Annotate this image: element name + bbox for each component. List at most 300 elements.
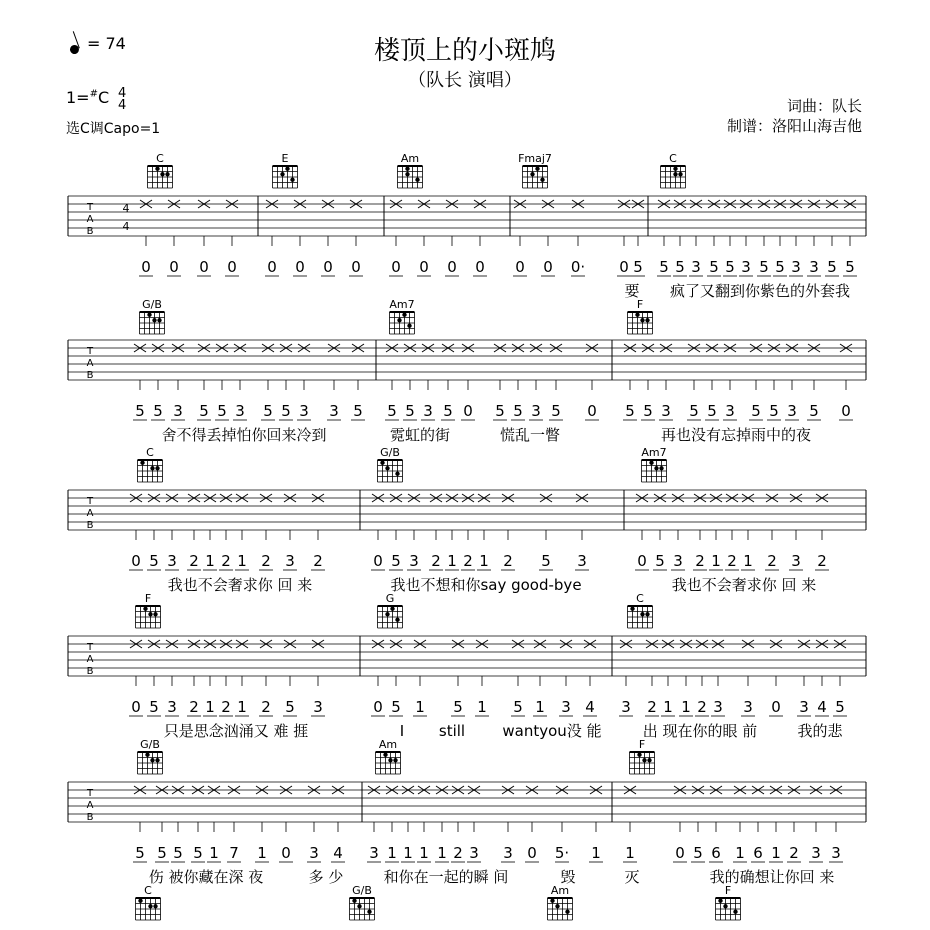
numbered-note: 0 — [373, 552, 383, 570]
chord-diagram-31 — [378, 592, 403, 628]
numbered-note: 5 — [199, 402, 209, 420]
numbered-note: 5 — [391, 698, 401, 716]
numbered-note: 3 — [313, 698, 323, 716]
numbered-note: 3 — [799, 698, 809, 716]
numbered-note: 5 — [551, 402, 561, 420]
tempo-value: = 74 — [87, 34, 126, 53]
chord-name: C — [144, 884, 152, 897]
numbered-note: 6 — [753, 844, 763, 862]
numbered-note: 2 — [453, 844, 463, 862]
chord-finger-dot — [565, 910, 569, 914]
chord-finger-dot — [140, 461, 144, 465]
chord-finger-dot — [143, 607, 147, 611]
chord-finger-dot — [555, 904, 559, 908]
numbered-note: 5 — [149, 552, 159, 570]
numbered-note: 5 — [193, 844, 203, 862]
numbered-note: 0 — [475, 258, 485, 276]
chord-diagram-53 — [716, 884, 741, 920]
numbered-note: 3 — [791, 552, 801, 570]
numbered-note: 3 — [621, 698, 631, 716]
time-signature-bottom: 4 — [118, 98, 127, 113]
chord-finger-dot — [645, 318, 649, 322]
numbered-note: 5 — [391, 552, 401, 570]
chord-name: Am — [550, 884, 570, 897]
numbered-note: 0 — [463, 402, 473, 420]
chord-finger-dot — [290, 178, 294, 182]
chord-finger-dot — [407, 324, 411, 328]
chord-diagram-20 — [138, 446, 163, 482]
numbered-note: 0 — [131, 698, 141, 716]
chord-finger-dot — [393, 758, 397, 762]
chord-finger-dot — [148, 612, 152, 616]
chord-name: G/B — [380, 446, 400, 459]
numbered-note: 0 — [199, 258, 209, 276]
chord-finger-dot — [155, 466, 159, 470]
numbered-note: 0 — [637, 552, 647, 570]
numbered-note: 1 — [625, 844, 635, 862]
numbered-note: 5 — [387, 402, 397, 420]
numbered-note: 1 — [419, 844, 429, 862]
chord-diagram-42 — [630, 738, 655, 774]
numbered-note: 5 — [217, 402, 227, 420]
numbered-note: 3 — [309, 844, 319, 862]
numbered-note: 5 — [453, 698, 463, 716]
numbered-note: 3 — [809, 258, 819, 276]
numbered-note: 2 — [647, 698, 657, 716]
chord-name: Am — [378, 738, 398, 751]
numbered-note: 3 — [743, 698, 753, 716]
numbered-note: 0 — [351, 258, 361, 276]
tab-time-signature-bottom: 4 — [122, 220, 130, 233]
key-sharp: # — [89, 88, 98, 100]
numbered-note: 2 — [503, 552, 513, 570]
chord-finger-dot — [535, 167, 539, 171]
chord-finger-dot — [138, 899, 142, 903]
chord-finger-dot — [155, 167, 159, 171]
chord-finger-dot — [673, 172, 677, 176]
chord-finger-dot — [649, 461, 653, 465]
numbered-note: 5 — [495, 402, 505, 420]
chord-name: G/B — [142, 298, 162, 311]
chord-name: G/B — [352, 884, 372, 897]
chord-diagram-41 — [376, 738, 401, 774]
tab-label-b: B — [86, 812, 94, 823]
numbered-note: 2 — [431, 552, 441, 570]
chord-finger-dot — [405, 167, 409, 171]
numbered-note: 3 — [791, 258, 801, 276]
numbered-note: 3 — [503, 844, 513, 862]
lyric-text: I — [399, 722, 405, 740]
numbered-note: 5 — [157, 844, 167, 862]
numbered-note: 5 — [675, 258, 685, 276]
numbered-note: 3 — [329, 402, 339, 420]
key-note: C — [97, 88, 110, 107]
chord-diagram-50 — [136, 884, 161, 920]
numbered-note: 2 — [697, 698, 707, 716]
numbered-note: 3 — [409, 552, 419, 570]
chord-finger-dot — [647, 758, 651, 762]
numbered-note: 2 — [221, 552, 231, 570]
numbered-note: 2 — [261, 698, 271, 716]
numbered-note: 5 — [769, 402, 779, 420]
chord-finger-dot — [388, 758, 392, 762]
lyric-text: 疯了又翻到你紫色的外套我 — [669, 282, 851, 300]
lyric-text: 我的悲 — [797, 722, 843, 740]
numbered-note: 0 — [227, 258, 237, 276]
chord-finger-dot — [635, 313, 639, 317]
chord-name: G/B — [140, 738, 160, 751]
chord-finger-dot — [395, 472, 399, 476]
chord-name: C — [156, 152, 164, 165]
lyric-text: 慌乱一瞥 — [499, 426, 561, 444]
chord-finger-dot — [385, 612, 389, 616]
numbered-note: 5 — [759, 258, 769, 276]
lyricist-credit: 词曲：队长 — [786, 97, 862, 115]
tab-label-a: A — [86, 214, 94, 225]
numbered-note: 1 — [743, 552, 753, 570]
chord-finger-dot — [383, 753, 387, 757]
numbered-note: 5 — [135, 402, 145, 420]
chord-finger-dot — [147, 313, 151, 317]
chord-finger-dot — [165, 172, 169, 176]
chord-finger-dot — [637, 753, 641, 757]
lyric-text: 伤 被你藏在深 夜 — [148, 868, 264, 886]
numbered-note: 0 — [419, 258, 429, 276]
numbered-note: 5 — [353, 402, 363, 420]
numbered-note: 3 — [787, 402, 797, 420]
tab-label-b: B — [86, 520, 94, 531]
chord-finger-dot — [397, 318, 401, 322]
numbered-note: 3 — [469, 844, 479, 862]
numbered-note: 1 — [437, 844, 447, 862]
numbered-note: 2 — [221, 698, 231, 716]
numbered-note: 6 — [711, 844, 721, 862]
chord-finger-dot — [630, 607, 634, 611]
numbered-note: 5· — [554, 844, 570, 862]
lyric-text: 霓虹的街 — [389, 426, 451, 444]
numbered-note: 3 — [811, 844, 821, 862]
numbered-note: 0 — [527, 844, 537, 862]
numbered-note: 2 — [189, 698, 199, 716]
numbered-note: 2 — [313, 552, 323, 570]
chord-name: F — [636, 298, 644, 311]
tab-label-t: T — [86, 788, 94, 799]
lyric-text: 灭 — [624, 868, 640, 886]
numbered-note: 0 — [267, 258, 277, 276]
numbered-note: 1 — [209, 844, 219, 862]
numbered-note: 0 — [323, 258, 333, 276]
tab-label-b: B — [86, 370, 94, 381]
numbered-note: 0 — [841, 402, 851, 420]
numbered-note: 1 — [205, 552, 215, 570]
tab-label-a: A — [86, 654, 94, 665]
numbered-note: 5 — [173, 844, 183, 862]
chord-finger-dot — [550, 899, 554, 903]
time-signature-top: 4 — [118, 86, 127, 101]
chord-diagram-2 — [398, 152, 423, 188]
numbered-note: 5 — [693, 844, 703, 862]
numbered-note: 5 — [625, 402, 635, 420]
capo-instruction: 选C调Capo=1 — [66, 121, 161, 137]
chord-diagram-11 — [389, 298, 414, 334]
numbered-note: 5 — [725, 258, 735, 276]
chord-finger-dot — [540, 178, 544, 182]
numbered-note: 1 — [681, 698, 691, 716]
chord-finger-dot — [415, 178, 419, 182]
lyric-text: 只是思念汹涌又 难 捱 — [163, 722, 309, 740]
numbered-note: 1 — [387, 844, 397, 862]
lyric-text: 我也不会奢求你 回 来 — [671, 576, 817, 594]
numbered-note: 5 — [541, 552, 551, 570]
chord-finger-dot — [160, 172, 164, 176]
chord-diagram-22 — [641, 446, 666, 482]
numbered-note: 1 — [237, 698, 247, 716]
chord-finger-dot — [723, 904, 727, 908]
numbered-note: 3 — [831, 844, 841, 862]
numbered-note: 5 — [263, 402, 273, 420]
tab-label-a: A — [86, 800, 94, 811]
numbered-note: 5 — [835, 698, 845, 716]
numbered-note: 3 — [173, 402, 183, 420]
lyric-text: still — [438, 722, 466, 740]
chord-diagram-21 — [378, 446, 403, 482]
numbered-note: 0 — [771, 698, 781, 716]
numbered-note: 5 — [827, 258, 837, 276]
chord-finger-dot — [405, 172, 409, 176]
numbered-note: 3 — [167, 698, 177, 716]
numbered-note: 3 — [561, 698, 571, 716]
numbered-note: 0 — [675, 844, 685, 862]
numbered-note: 5 — [153, 402, 163, 420]
numbered-note: 3 — [577, 552, 587, 570]
chord-diagram-40 — [138, 738, 163, 774]
numbered-note: 5 — [659, 258, 669, 276]
tab-time-signature-top: 4 — [122, 202, 130, 215]
numbered-note: 2 — [261, 552, 271, 570]
numbered-note: 3 — [167, 552, 177, 570]
numbered-note: 0 — [281, 844, 291, 862]
tab-label-b: B — [86, 226, 94, 237]
chord-diagram-0 — [148, 152, 173, 188]
chord-diagram-12 — [628, 298, 653, 334]
lyric-text: 我的确想让你回 来 — [709, 868, 835, 886]
chord-finger-dot — [357, 904, 361, 908]
numbered-note: 5 — [443, 402, 453, 420]
numbered-note: 3 — [713, 698, 723, 716]
numbered-note: 2 — [189, 552, 199, 570]
numbered-note: 1 — [711, 552, 721, 570]
lyric-text: 舍不得丢掉怕你回来冷到 — [161, 426, 327, 444]
numbered-note: 0 — [169, 258, 179, 276]
numbered-note: 4 — [817, 698, 827, 716]
transcriber-credit: 制谱：洛阳山海吉他 — [726, 117, 862, 135]
chord-finger-dot — [148, 904, 152, 908]
chord-name: Fmaj7 — [518, 152, 552, 165]
tab-label-b: B — [86, 666, 94, 677]
song-subtitle: （队长 演唱） — [408, 70, 522, 91]
chord-name: F — [724, 884, 732, 897]
numbered-note: 5 — [513, 698, 523, 716]
chord-finger-dot — [678, 172, 682, 176]
numbered-note: 5 — [655, 552, 665, 570]
numbered-note: 2 — [727, 552, 737, 570]
numbered-note: 1 — [535, 698, 545, 716]
numbered-note: 3 — [235, 402, 245, 420]
chord-finger-dot — [153, 612, 157, 616]
numbered-note: 0 — [295, 258, 305, 276]
chord-finger-dot — [150, 758, 154, 762]
numbered-note: 0 — [543, 258, 553, 276]
numbered-note: 1 — [403, 844, 413, 862]
numbered-note: 0 — [619, 258, 629, 276]
chord-finger-dot — [367, 910, 371, 914]
numbered-note: 1 — [415, 698, 425, 716]
numbered-note: 7 — [229, 844, 239, 862]
lyric-text: 毁 — [560, 868, 576, 886]
numbered-note: 5 — [689, 402, 699, 420]
numbered-note: 4 — [585, 698, 595, 716]
chord-name: C — [636, 592, 644, 605]
numbered-note: 5 — [709, 258, 719, 276]
chord-name: G — [385, 592, 395, 605]
chord-name: F — [638, 738, 646, 751]
numbered-note: 0 — [447, 258, 457, 276]
numbered-note: 3 — [299, 402, 309, 420]
chord-finger-dot — [718, 899, 722, 903]
tab-label-t: T — [86, 496, 94, 507]
numbered-note: 1 — [771, 844, 781, 862]
chord-finger-dot — [390, 607, 394, 611]
tab-label-a: A — [86, 358, 94, 369]
chord-finger-dot — [395, 618, 399, 622]
numbered-note: 0 — [515, 258, 525, 276]
chord-finger-dot — [654, 466, 658, 470]
numbered-note: 2 — [463, 552, 473, 570]
chord-finger-dot — [385, 466, 389, 470]
numbered-note: 3 — [725, 402, 735, 420]
numbered-note: 3 — [369, 844, 379, 862]
numbered-note: 0 — [141, 258, 151, 276]
numbered-note: 5 — [643, 402, 653, 420]
chord-finger-dot — [640, 318, 644, 322]
chord-finger-dot — [530, 172, 534, 176]
chord-finger-dot — [352, 899, 356, 903]
chord-diagram-51 — [350, 884, 375, 920]
numbered-note: 2 — [817, 552, 827, 570]
numbered-note: 0 — [131, 552, 141, 570]
chord-finger-dot — [153, 904, 157, 908]
chord-name: Am — [400, 152, 420, 165]
lyric-text: 再也没有忘掉雨中的夜 — [660, 426, 812, 444]
chord-finger-dot — [155, 758, 159, 762]
lyric-text: 和你在一起的瞬 间 — [383, 868, 509, 886]
chord-finger-dot — [733, 910, 737, 914]
chord-diagram-30 — [136, 592, 161, 628]
chord-diagram-3 — [518, 152, 552, 188]
numbered-note: 2 — [767, 552, 777, 570]
key-prefix: 1= — [66, 88, 90, 107]
numbered-note: 1 — [477, 698, 487, 716]
chord-finger-dot — [280, 172, 284, 176]
numbered-note: 3 — [673, 552, 683, 570]
chord-diagram-52 — [548, 884, 573, 920]
chord-finger-dot — [157, 318, 161, 322]
tab-label-t: T — [86, 202, 94, 213]
numbered-note: 5 — [845, 258, 855, 276]
chord-diagram-1 — [273, 152, 298, 188]
numbered-note: 1 — [205, 698, 215, 716]
lyric-text: 我也不会奢求你 回 来 — [167, 576, 313, 594]
numbered-note: 3 — [531, 402, 541, 420]
numbered-note: 3 — [285, 552, 295, 570]
numbered-note: 1 — [663, 698, 673, 716]
chord-finger-dot — [402, 313, 406, 317]
chord-finger-dot — [640, 612, 644, 616]
chord-diagram-4 — [661, 152, 686, 188]
chord-finger-dot — [150, 466, 154, 470]
numbered-note: 5 — [707, 402, 717, 420]
chord-diagram-32 — [628, 592, 653, 628]
lyric-text: 出 现在你的眼 前 — [642, 722, 758, 740]
numbered-note: 2 — [789, 844, 799, 862]
numbered-note: 1 — [447, 552, 457, 570]
numbered-note: 5 — [775, 258, 785, 276]
chord-diagram-10 — [140, 298, 165, 334]
tab-label-t: T — [86, 642, 94, 653]
numbered-note: 3 — [741, 258, 751, 276]
chord-finger-dot — [645, 612, 649, 616]
song-title: 楼顶上的小斑鸠 — [373, 36, 556, 66]
lyric-text: 多 少 — [308, 868, 344, 886]
numbered-note: 5 — [633, 258, 643, 276]
numbered-note: 0 — [373, 698, 383, 716]
numbered-note: 5 — [809, 402, 819, 420]
lyric-text: 要 — [624, 282, 640, 300]
numbered-note: 0 — [391, 258, 401, 276]
lyric-text: wantyou没 能 — [502, 722, 602, 740]
numbered-note: 0· — [570, 258, 586, 276]
tab-label-a: A — [86, 508, 94, 519]
numbered-note: 1 — [257, 844, 267, 862]
numbered-note: 1 — [591, 844, 601, 862]
numbered-note: 5 — [285, 698, 295, 716]
numbered-note: 5 — [513, 402, 523, 420]
chord-name: Am7 — [641, 446, 667, 459]
chord-name: E — [281, 152, 289, 165]
tab-label-t: T — [86, 346, 94, 357]
chord-name: Am7 — [389, 298, 415, 311]
numbered-note: 3 — [423, 402, 433, 420]
numbered-note: 1 — [237, 552, 247, 570]
numbered-note: 5 — [281, 402, 291, 420]
chord-name: F — [144, 592, 152, 605]
numbered-note: 1 — [479, 552, 489, 570]
numbered-note: 1 — [735, 844, 745, 862]
chord-finger-dot — [285, 167, 289, 171]
chord-finger-dot — [673, 167, 677, 171]
chord-finger-dot — [152, 318, 156, 322]
numbered-note: 5 — [751, 402, 761, 420]
numbered-note: 3 — [661, 402, 671, 420]
numbered-note: 5 — [149, 698, 159, 716]
numbered-note: 2 — [695, 552, 705, 570]
chord-finger-dot — [380, 461, 384, 465]
numbered-note: 5 — [405, 402, 415, 420]
numbered-note: 4 — [333, 844, 343, 862]
chord-finger-dot — [642, 758, 646, 762]
chord-name: C — [669, 152, 677, 165]
numbered-note: 3 — [691, 258, 701, 276]
